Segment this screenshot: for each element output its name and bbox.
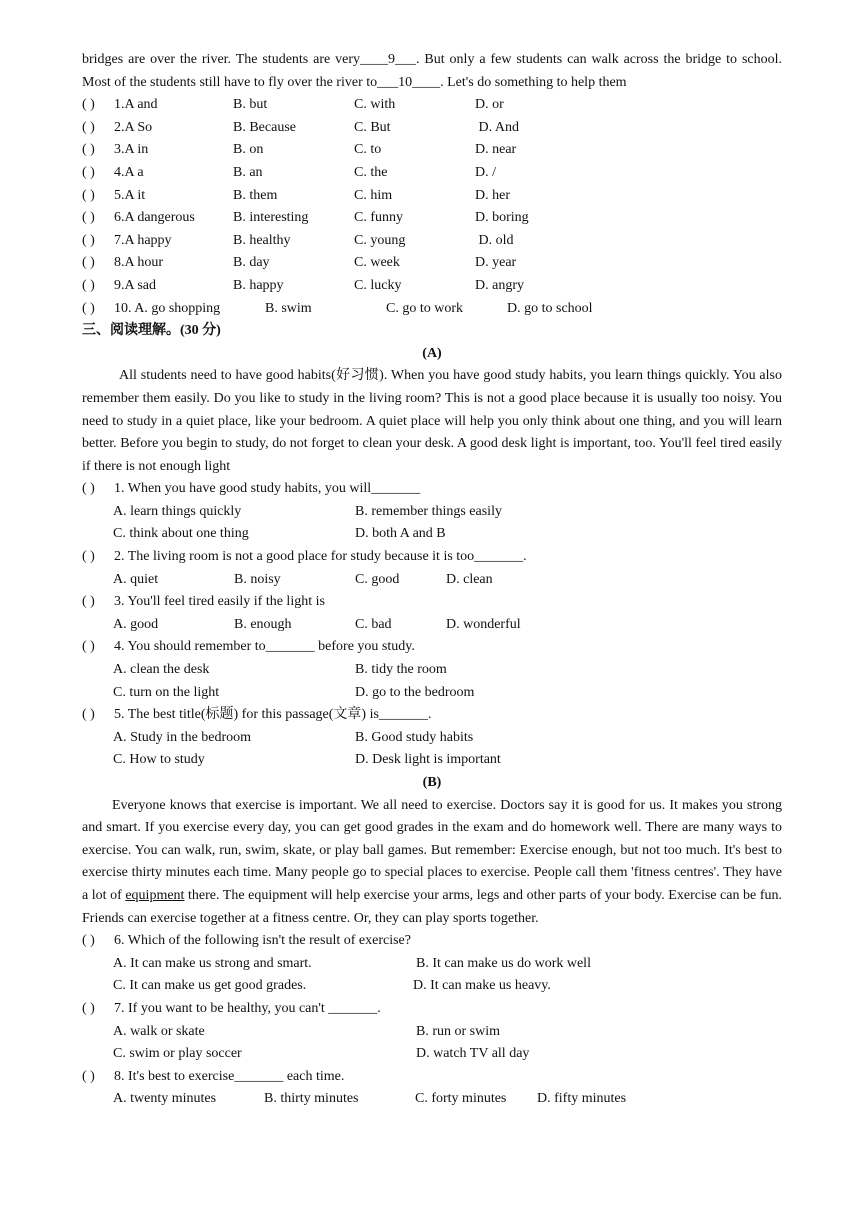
option-c: C. with bbox=[354, 97, 396, 113]
answer-bracket[interactable]: ( ) bbox=[82, 1068, 95, 1084]
option-a: A. It can make us strong and smart. bbox=[113, 955, 312, 971]
blank-10: ___10____ bbox=[377, 74, 441, 90]
option-b: B. thirty minutes bbox=[264, 1091, 359, 1107]
question-stem: 2. The living room is not a good place for study because it is too_______. bbox=[114, 549, 527, 565]
option-d: D. Desk light is important bbox=[355, 752, 501, 768]
option-d: D. fifty minutes bbox=[537, 1091, 627, 1107]
option-d: D. wonderful bbox=[446, 616, 521, 632]
option-a: 3.A in bbox=[114, 142, 149, 158]
options-row bbox=[82, 569, 782, 592]
section-title: 三、阅读理解。(30 分) bbox=[82, 323, 221, 339]
options-row bbox=[82, 682, 782, 705]
answer-bracket[interactable]: ( ) bbox=[82, 1000, 95, 1016]
option-b: B. Because bbox=[233, 119, 296, 135]
option-d: D. her bbox=[475, 187, 510, 203]
passage-text: there. The equipment will help exercise your arms, legs and other parts of your body. Exercise can be fun. Friends can exercise together at a fitness centre. Or, they can play sports together. bbox=[82, 887, 782, 926]
cloze-question-row bbox=[82, 275, 782, 298]
option-d: D. clean bbox=[446, 571, 493, 587]
options-row bbox=[82, 749, 782, 772]
option-c: C. turn on the light bbox=[113, 684, 220, 700]
option-c: C. good bbox=[355, 571, 400, 587]
options-row bbox=[82, 953, 782, 976]
answer-bracket[interactable]: ( ) bbox=[82, 210, 95, 226]
cloze-question-row bbox=[82, 139, 782, 162]
cloze-question-row bbox=[82, 94, 782, 117]
cloze-question-row bbox=[82, 207, 782, 230]
passage-b-label: (B) bbox=[422, 775, 442, 790]
option-a: 4.A a bbox=[114, 164, 144, 180]
option-a: A. learn things quickly bbox=[113, 503, 242, 519]
option-b: B. on bbox=[233, 142, 264, 158]
option-c: C. But bbox=[354, 119, 391, 135]
cloze-question-row bbox=[82, 252, 782, 275]
cloze-question-row bbox=[82, 230, 782, 253]
answer-bracket[interactable]: ( ) bbox=[82, 639, 95, 655]
option-d: D. year bbox=[475, 255, 517, 271]
underlined-word: equipment bbox=[125, 887, 185, 903]
option-d: D. / bbox=[475, 164, 496, 180]
question-stem: 7. If you want to be healthy, you can't _______. bbox=[114, 1000, 381, 1016]
question-stem: 8. It's best to exercise_______ each time. bbox=[114, 1068, 345, 1084]
option-b: B. It can make us do work well bbox=[416, 955, 591, 971]
option-a: A. quiet bbox=[113, 571, 159, 587]
options-row bbox=[82, 1021, 782, 1044]
option-c: C. How to study bbox=[113, 752, 205, 768]
option-a: A. walk or skate bbox=[113, 1023, 205, 1039]
option-a: 2.A So bbox=[114, 119, 153, 135]
option-a: 6.A dangerous bbox=[114, 210, 195, 226]
option-c: C. funny bbox=[354, 210, 403, 226]
option-d: D. old bbox=[475, 232, 514, 248]
option-c: C. It can make us get good grades. bbox=[113, 978, 307, 994]
option-c: C. go to work bbox=[386, 300, 463, 316]
option-c: C. lucky bbox=[354, 277, 402, 293]
option-b: B. tidy the room bbox=[355, 662, 447, 678]
passage-b-text bbox=[82, 795, 782, 931]
question-row bbox=[82, 478, 782, 501]
option-a: 10. A. go shopping bbox=[114, 300, 221, 316]
question-stem: 4. You should remember to_______ before you study. bbox=[114, 639, 415, 655]
option-b: B. healthy bbox=[233, 232, 291, 248]
question-row bbox=[82, 1066, 782, 1089]
option-c: C. swim or play soccer bbox=[113, 1046, 242, 1062]
option-d: D. both A and B bbox=[355, 526, 446, 542]
passage-a-text: All students need to have good habits(好习惯). When you have good study habits, you learn things quickly. You also remember them easily. Do you like to study in the living room? This is not a good place because it is usually too noisy. You need to study in a quiet place, like your bedroom. A quiet place will help you only think about one thing, and you will learn better. Before you begin to study, do not forget to clean your desk. A good desk light is important, too. You'll feel tired easily if there is not enough light bbox=[82, 368, 782, 474]
answer-bracket[interactable]: ( ) bbox=[82, 300, 95, 316]
options-row bbox=[82, 1043, 782, 1066]
question-stem: 3. You'll feel tired easily if the light is bbox=[114, 594, 325, 610]
option-c: C. bad bbox=[355, 616, 392, 632]
option-d: D. And bbox=[475, 119, 519, 135]
passage-text: bridges are over the river. The students are very bbox=[82, 52, 361, 67]
option-b: B. enough bbox=[234, 616, 292, 632]
option-c: C. the bbox=[354, 164, 388, 180]
options-row bbox=[82, 501, 782, 524]
option-b: B. interesting bbox=[233, 210, 309, 226]
exam-page bbox=[82, 49, 782, 1111]
option-d: D. go to school bbox=[507, 300, 593, 316]
option-b: B. but bbox=[233, 97, 268, 113]
answer-bracket[interactable]: ( ) bbox=[82, 933, 95, 949]
answer-bracket[interactable]: ( ) bbox=[82, 119, 95, 135]
answer-bracket[interactable]: ( ) bbox=[82, 707, 95, 723]
answer-bracket[interactable]: ( ) bbox=[82, 594, 95, 610]
question-row bbox=[82, 930, 782, 953]
option-c: C. to bbox=[354, 142, 382, 158]
option-c: C. week bbox=[354, 255, 400, 271]
question-row bbox=[82, 998, 782, 1021]
option-b: B. an bbox=[233, 164, 263, 180]
answer-bracket[interactable]: ( ) bbox=[82, 164, 95, 180]
answer-bracket[interactable]: ( ) bbox=[82, 232, 95, 248]
option-a: 1.A and bbox=[114, 97, 158, 113]
question-row bbox=[82, 704, 782, 727]
option-a: 9.A sad bbox=[114, 277, 156, 293]
answer-bracket[interactable]: ( ) bbox=[82, 549, 95, 565]
option-a: A. twenty minutes bbox=[113, 1091, 217, 1107]
cloze-passage-ending bbox=[82, 49, 782, 94]
answer-bracket[interactable]: ( ) bbox=[82, 142, 95, 158]
passage-text: . But only a few students can walk across the bridge to school. Most of the students still have to fly over the river to bbox=[82, 52, 782, 90]
option-b: B. day bbox=[233, 255, 270, 271]
options-row bbox=[82, 614, 782, 637]
option-a: A. good bbox=[113, 616, 159, 632]
option-b: B. noisy bbox=[234, 571, 281, 587]
option-a: A. clean the desk bbox=[113, 662, 210, 678]
question-stem: 6. Which of the following isn't the result of exercise? bbox=[114, 933, 411, 949]
option-d: D. It can make us heavy. bbox=[413, 978, 551, 994]
options-row bbox=[82, 727, 782, 750]
option-b: B. them bbox=[233, 187, 278, 203]
option-b: B. Good study habits bbox=[355, 729, 474, 745]
option-a: A. Study in the bedroom bbox=[113, 729, 252, 745]
option-d: D. boring bbox=[475, 210, 529, 226]
question-row bbox=[82, 591, 782, 614]
option-d: D. angry bbox=[475, 277, 524, 293]
answer-bracket[interactable]: ( ) bbox=[82, 481, 95, 497]
options-row bbox=[82, 659, 782, 682]
option-c: C. think about one thing bbox=[113, 526, 249, 542]
answer-bracket[interactable]: ( ) bbox=[82, 255, 95, 271]
question-row bbox=[82, 636, 782, 659]
option-a: 8.A hour bbox=[114, 255, 163, 271]
cloze-question-row bbox=[82, 162, 782, 185]
question-row bbox=[82, 546, 782, 569]
option-b: B. remember things easily bbox=[355, 503, 502, 519]
passage-text: . Let's do something to help them bbox=[440, 74, 627, 90]
cloze-options-list bbox=[82, 94, 782, 320]
answer-bracket[interactable]: ( ) bbox=[82, 277, 95, 293]
option-d: D. go to the bedroom bbox=[355, 684, 475, 700]
option-a: 5.A it bbox=[114, 187, 146, 203]
option-b: B. swim bbox=[265, 300, 312, 316]
option-a: 7.A happy bbox=[114, 232, 172, 248]
passage-text: Everyone knows that exercise is important. We all need to exercise. Doctors say it is good for us. It makes you strong and smart. If you exercise every day, you can get good grades in the exam and do homework well. There are many ways to exercise. You can walk, run, swim, skate, or play ball games. But remember: Exercise enough, but not too much. It's best to exercise thirty minutes each time. Many people go to special places to exercise. People call them 'fitness centres'. They have a lot of bbox=[82, 797, 782, 903]
cloze-question-row bbox=[82, 298, 782, 321]
answer-bracket[interactable]: ( ) bbox=[82, 97, 95, 113]
option-d: D. or bbox=[475, 97, 504, 113]
option-c: C. him bbox=[354, 187, 393, 203]
question-stem: 1. When you have good study habits, you will_______ bbox=[114, 481, 421, 497]
cloze-question-row bbox=[82, 185, 782, 208]
passage-a-label: (A) bbox=[422, 345, 442, 361]
option-d: D. watch TV all day bbox=[416, 1046, 530, 1062]
option-c: C. young bbox=[354, 232, 406, 248]
options-row bbox=[82, 1088, 782, 1111]
answer-bracket[interactable]: ( ) bbox=[82, 187, 95, 203]
option-b: B. run or swim bbox=[416, 1023, 500, 1039]
cloze-question-row bbox=[82, 117, 782, 140]
question-stem: 5. The best title(标题) for this passage(文章) is_______. bbox=[114, 707, 432, 723]
option-b: B. happy bbox=[233, 277, 284, 293]
blank-9: ____9___ bbox=[360, 52, 417, 67]
options-row bbox=[82, 523, 782, 546]
options-row bbox=[82, 975, 782, 998]
option-c: C. forty minutes bbox=[415, 1091, 507, 1107]
option-d: D. near bbox=[475, 142, 517, 158]
